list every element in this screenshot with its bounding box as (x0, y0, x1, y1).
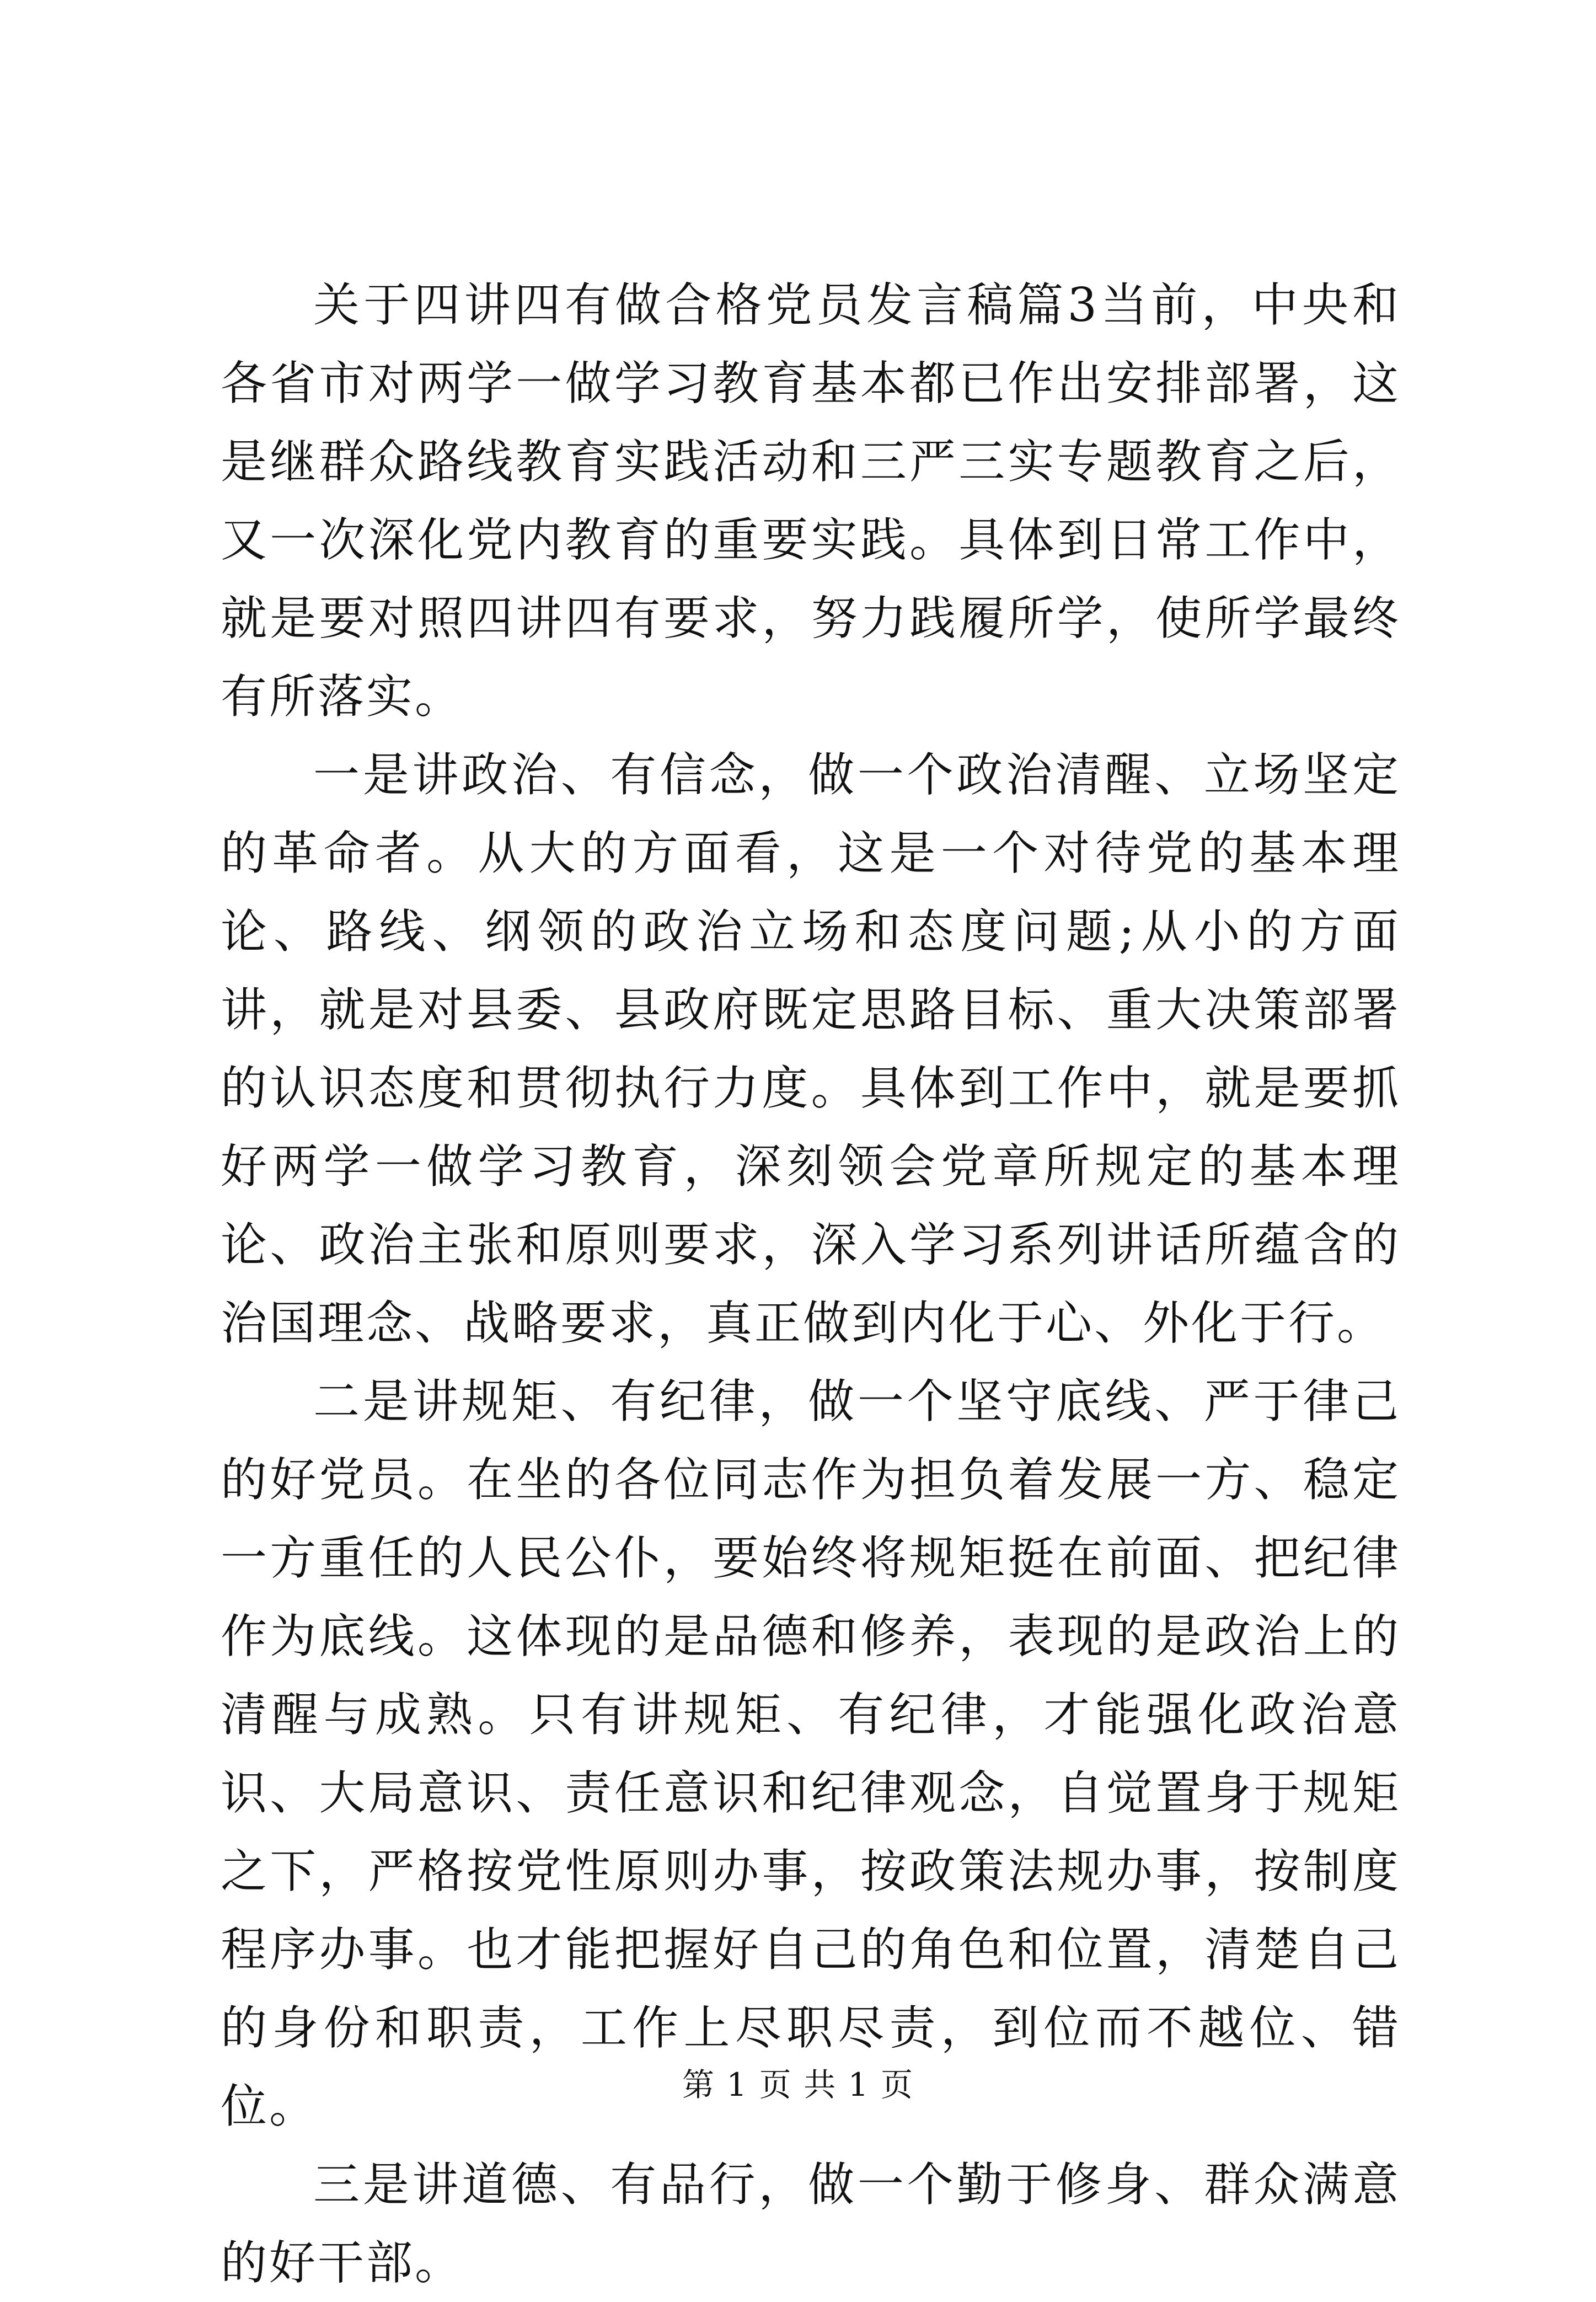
page-footer: 第 1 页 共 1 页 (682, 2066, 914, 2103)
paragraph-politics: 一是讲政治、有信念，做一个政治清醒、立场坚定的革命者。从大的方面看，这是一个对待党的基本理论、路线、纲领的政治立场和态度问题;从小的方面讲，就是对县委、县政府既定思路目标、重大决策部署的认识态度和贯彻执行力度。具体到工作中，就是要抓好两学一做学习教育，深刻领会党章所规定的基本理论、政治主张和原则要求，深入学习系列讲话所蕴含的治国理念、战略要求，真正做到内化于心、外化于行。 (221, 748, 1401, 1350)
paragraph-discipline: 二是讲规矩、有纪律，做一个坚守底线、严于律己的好党员。在坐的各位同志作为担负着发展一方、稳定一方重任的人民公仆，要始终将规矩挺在前面、把纪律作为底线。这体现的是品德和修养，表现的是政治上的清醒与成熟。只有讲规矩、有纪律，才能强化政治意识、大局意识、责任意识和纪律观念，自觉置身于规矩之下，严格按党性原则办事，按政策法规办事，按制度程序办事。也才能把握好自己的角色和位置，清楚自己的身份和职责，工作上尽职尽责，到位而不越位、错位。 (221, 1374, 1401, 2133)
document-body (221, 266, 1401, 2302)
paragraph-intro: 关于四讲四有做合格党员发言稿篇3当前，中央和各省市对两学一做学习教育基本都已作出安排部署，这是继群众路线教育实践活动和三严三实专题教育之后，又一次深化党内教育的重要实践。具体到日常工作中，就是要对照四讲四有要求，努力践履所学，使所学最终有所落实。 (221, 278, 1401, 724)
paragraph-morality: 三是讲道德、有品行，做一个勤于修身、群众满意的好干部。 (221, 2158, 1401, 2290)
